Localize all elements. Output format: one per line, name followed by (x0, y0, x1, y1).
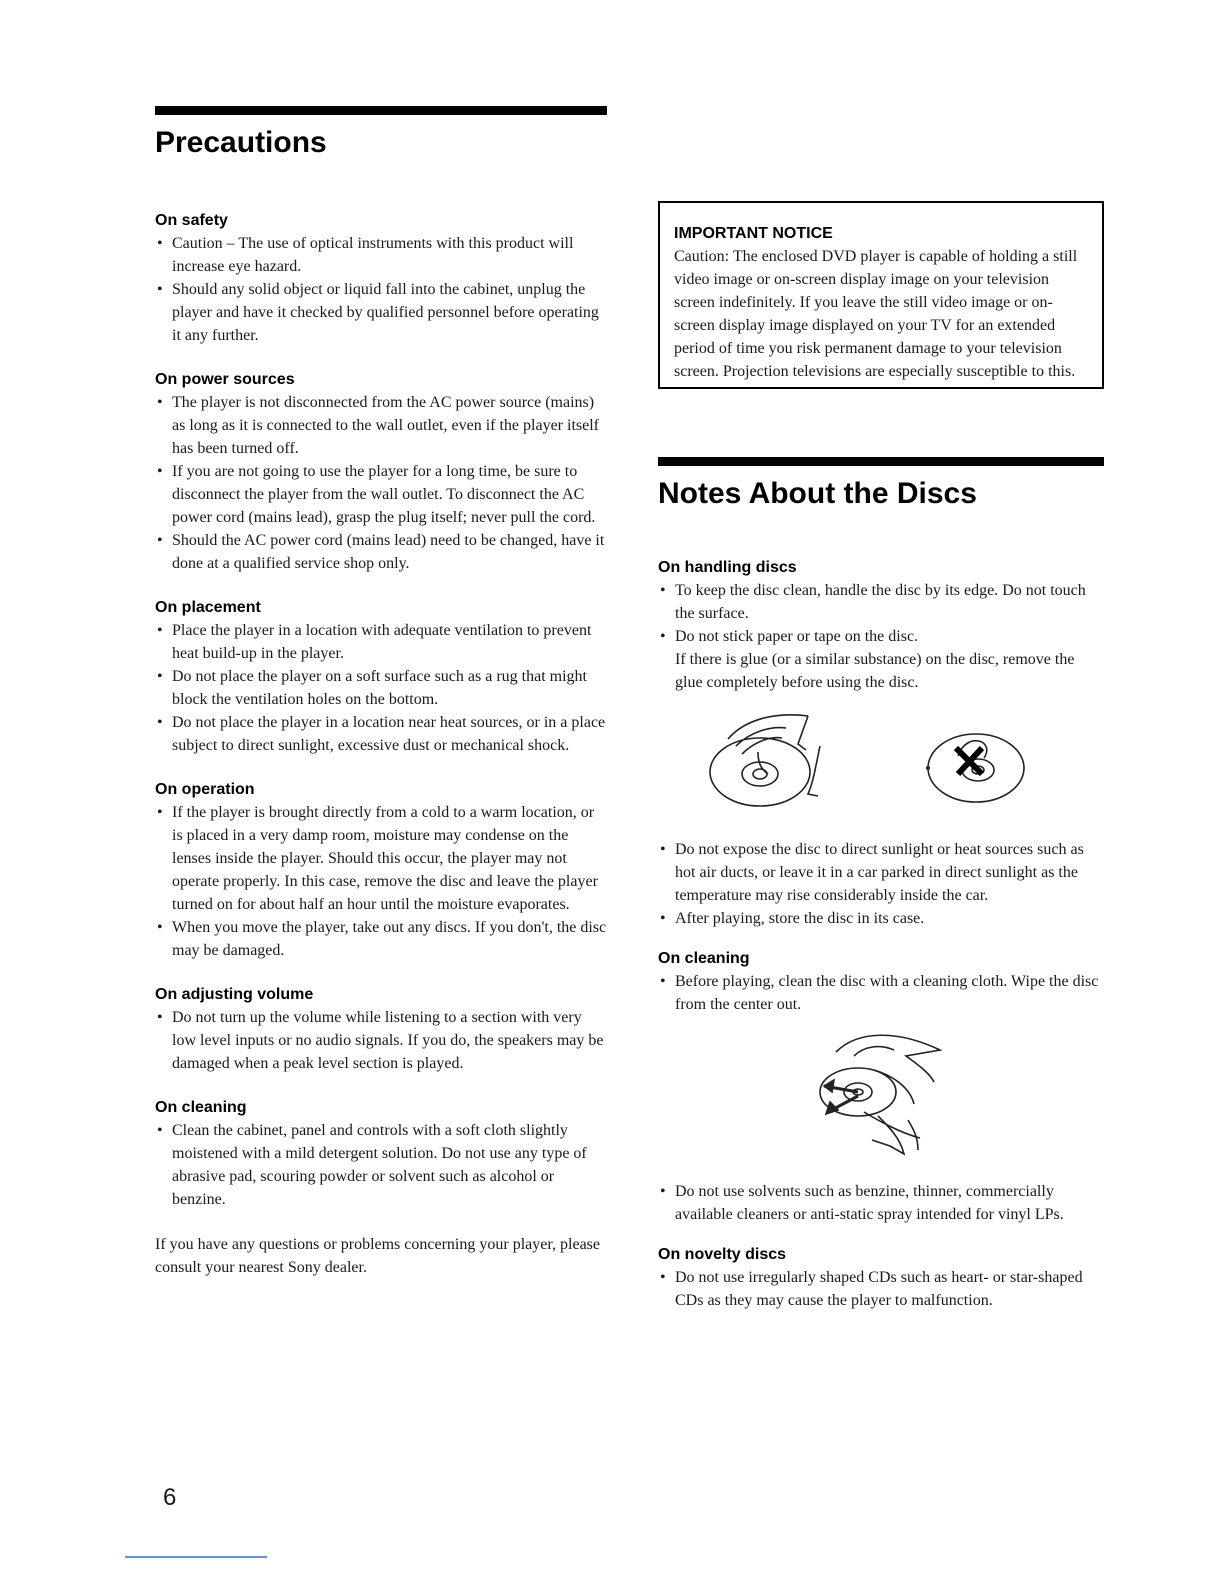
hand-icon (728, 715, 808, 739)
disc-cleaning-illustration (658, 1016, 1104, 1166)
precautions-column (155, 106, 607, 1279)
precautions-title: Precautions (155, 126, 327, 159)
section-on-power-sources (155, 369, 607, 575)
section-heading: On handling discs (658, 559, 797, 576)
disc-handling-illustration (658, 694, 1104, 824)
notice-body: Caution: The enclosed DVD player is capable of holding a still video image or on-screen display image on your television screen indefinitely. If you leave the still video image or on-screen display image displayed on your TV for an extended period of time you risk permanent damage to your television screen. Projection televisions are especially susceptible to this. (674, 248, 1078, 380)
section-on-operation (155, 779, 607, 962)
list-item: • Clean the cabinet, panel and controls with a soft cloth slightly moistened with a mild detergent solution. Do not use any type of abrasive pad, scouring powder or solvent such as alcohol or benzine. (155, 1119, 607, 1211)
section-on-placement (155, 597, 607, 757)
list-item: • Do not use irregularly shaped CDs such as heart- or star-shaped CDs as they may cause the player to malfunction. (658, 1266, 1104, 1312)
list-item: • If the player is brought directly from a cold to a warm location, or is placed in a very damp room, moisture may condense on the lenses inside the player. Should this occur, the player may not operate properly. In this case, remove the disc and leave the player turned on for about half an hour until the moisture evaporates. (155, 801, 607, 916)
list-item: • Should the AC power cord (mains lead) need to be changed, have it done at a qualified service shop only. (155, 529, 607, 575)
section-heading: On adjusting volume (155, 986, 314, 1003)
section-on-safety (155, 210, 607, 347)
list-item-line: If there is glue (or a similar substance) on the disc, remove the glue completely before using the disc. (675, 651, 1075, 691)
prohibit-x-icon (956, 748, 982, 774)
section-heading: On power sources (155, 371, 295, 388)
list-item: • Place the player in a location with adequate ventilation to prevent heat build-up in the player. (155, 619, 607, 665)
section-rule (155, 106, 607, 115)
list-item-line: • Do not stick paper or tape on the disc. (675, 628, 919, 645)
section-heading: On placement (155, 599, 261, 616)
list-item: • Do not turn up the volume while listening to a section with very low level inputs or no audio signals. If you do, the speakers may be damaged when a peak level section is played. (155, 1006, 607, 1075)
list-item: • The player is not disconnected from the AC power source (mains) as long as it is connected to the wall outlet, even if the player itself has been turned off. (155, 391, 607, 460)
important-notice-box (658, 201, 1104, 389)
section-on-cleaning (155, 1097, 607, 1211)
page-number: 6 (163, 1484, 177, 1511)
footer-rule (125, 1556, 267, 1558)
section-on-adjusting-volume (155, 984, 607, 1075)
section-on-cleaning-discs (658, 948, 1104, 1226)
list-item: • Caution – The use of optical instruments with this product will increase eye hazard. (155, 232, 607, 278)
discs-title: Notes About the Discs (658, 477, 977, 510)
list-item: • Do not expose the disc to direct sunlight or heat sources such as hot air ducts, or leave it in a car parked in direct sunlight as the temperature may rise considerably inside the car. (658, 838, 1104, 907)
notice-title: IMPORTANT NOTICE (674, 225, 833, 242)
section-on-novelty-discs (658, 1244, 1104, 1312)
disc-icon (710, 738, 810, 806)
list-item (658, 625, 1104, 694)
section-heading: On novelty discs (658, 1246, 787, 1263)
section-heading: On cleaning (155, 1099, 247, 1116)
list-item: • To keep the disc clean, handle the disc by its edge. Do not touch the surface. (658, 579, 1104, 625)
discs-column (658, 201, 1104, 1312)
list-item: • Do not place the player in a location near heat sources, or in a place subject to direct sunlight, excessive dust or mechanical shock. (155, 711, 607, 757)
section-heading: On operation (155, 781, 255, 798)
section-rule (658, 457, 1104, 466)
list-item: • If you are not going to use the player for a long time, be sure to disconnect the player from the wall outlet. To disconnect the AC power cord (mains lead), grasp the plug itself; never pull the cord. (155, 460, 607, 529)
list-item: • After playing, store the disc in its case. (658, 907, 1104, 930)
list-item: • Before playing, clean the disc with a cleaning cloth. Wipe the disc from the center out. (658, 970, 1104, 1016)
closing-paragraph: If you have any questions or problems concerning your player, please consult your nearest Sony dealer. (155, 1236, 600, 1276)
section-on-handling-discs (658, 557, 1104, 930)
section-heading: On safety (155, 212, 228, 229)
list-item: • Should any solid object or liquid fall into the cabinet, unplug the player and have it checked by qualified personnel before operating it any further. (155, 278, 607, 347)
arrow-icon (824, 1080, 834, 1092)
list-item: • Do not place the player on a soft surface such as a rug that might block the ventilation holes on the bottom. (155, 665, 607, 711)
list-item: • Do not use solvents such as benzine, thinner, commercially available cleaners or anti-static spray intended for vinyl LPs. (658, 1180, 1104, 1226)
section-heading: On cleaning (658, 950, 750, 967)
list-item: • When you move the player, take out any discs. If you don't, the disc may be damaged. (155, 916, 607, 962)
